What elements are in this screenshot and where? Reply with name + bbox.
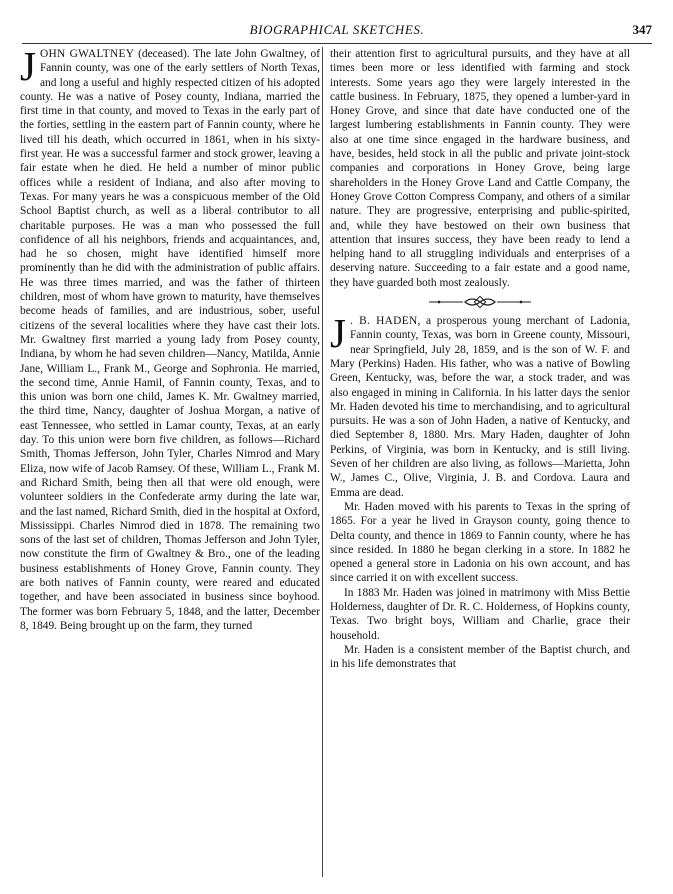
section-ornament <box>330 294 630 308</box>
ornament-flourish-icon <box>425 295 535 309</box>
drop-cap: J <box>330 310 346 357</box>
haden-sketch <box>330 310 630 500</box>
page-header <box>22 22 652 42</box>
paragraph: In 1883 Mr. Haden was joined in matrimony with Miss Bettie Holderness, daughter of Dr. R. C. Holderness, of Hopkins county, Texas. Two bright boys, William and Charlie, grace their household. <box>330 586 630 642</box>
gwaltney-sketch <box>20 43 321 633</box>
column-divider <box>322 47 323 877</box>
subject-name: OHN GWALTNEY <box>39 48 135 60</box>
drop-cap: J <box>20 43 36 89</box>
paragraph-text: (deceased). The late John Gwaltney, of Fannin county, was one of the early settlers of North Texas, and long a useful and highly respected citizen of his adopted county. He was a native of Posey county, Indiana, married the first time in that county, and moved to Texas in the early part of the forties, settling in the eastern part of Fannin county, where he lived till his death, which occurred in 1861, when in his sixty-first year. He was a successful farmer and stock grower, leaving a fair estate when he died. He held a number of minor public offices while a resident of Indiana, and also after moving to Texas. For many years he was a conspicuous member of the Old School Baptist church, as well as a liberal contributor to all charitable purposes. He was a man who possessed the full confidence of all his neighbors, friends and acquaintances, and, had he so chosen, might have identified himself more prominently than he did with the administration of public affairs. He was three times married, and was the father of thirteen children, most of whom have grown to maturity, have themselves become heads of families, and are industrious, sober, useful citizens of the several localities where they have cast their lots. Mr. Gwaltney first married a young lady from Posey county, Indiana, by whom he had seven children—Nancy, Matilda, Annie Jane, William L., Frank M., George and Sophronia. He married, the second time, Annie Hamil, of Fannin county, Texas, and to this union was born one child, James K. Mr. Gwaltney married, the third time, Nancy, daughter of Joshua Morgan, a native of east Tennessee, who settled in Lamar county, Texas, at an early day. To this union were born five children, as follows—Richard Smith, Thomas Jefferson, John Tyler, Charles Nimrod and Mary Eliza, now wife of Jacob Ramsey. Of these, William L., Frank M. and Richard Smith, being then all that were old enough, were volunteer soldiers in the Confederate army during the late war, and the last named, Richard Smith, died in the hospital at Oxford, Mississippi. Charles Nimrod died in 1878. The remaining two sons of the last set of children, Thomas Jefferson and John Tyler, now constitute the firm of Gwaltney & Bro., one of the leading business establishments of Honey Grove, Fannin county. They are both natives of Fannin county, were reared and educated together, and have been associated in business since boyhood. The former was born February 5, 1848, and the latter, December 8, 1849. Being brought up on the farm, they turned <box>20 48 321 632</box>
header-rule <box>22 43 652 44</box>
running-head: BIOGRAPHICAL SKETCHES. <box>249 22 425 37</box>
left-column <box>20 43 321 633</box>
gwaltney-continued: their attention first to agricultural pursuits, and they have at all times been more or less identified with farming and stock interests. Some years ago they were largely interested in the cattle business. In February, 1875, they opened a lumber-yard in Honey Grove, and since that date have conducted one of the largest lumbering establishments in Fannin county. They were also at one time since engaged in the hardware business, and have, besides, held stock in all the public and private joint-stock companies and corporations in Honey Grove, being large shareholders in the Honey Grove Land and Cattle Company, the Honey Grove Cotton Compress Company, and others of a similar nature. They are progressive, enterprising and public-spirited, and, while they have bestowed on their own business that attention that insures success, they have been ready to lend a helping hand to all struggling individuals and enterprises of a deserving nature. Succeeding to a fair estate and a good name, they have guarded both most zealously. <box>330 48 630 289</box>
right-column <box>330 47 630 671</box>
paragraph-text: , a prosperous young merchant of Ladonia, Fannin county, Texas, was born in Greene county, Missouri, near Springfield, July 28, 1859, and is the son of W. F. and Mary (Perkins) Haden. His father, who was a native of Bowling Green, Kentucky, was, before the war, a stock trader, and was also engaged in mining in California. In his latter days the senior Mr. Haden devoted his time to merchandising, and to agricultural pursuits. He was a son of John Haden, a native of Kentucky, and died September 8, 1880. Mrs. Mary Haden, daughter of John Perkins, of Virginia, was born in Kentucky, and is still living. Seven of her children are also living, as follows—Marietta, John W., James C., Olive, Virginia, J. B. and Cordova. Laura and Emma are dead. <box>330 315 630 499</box>
paragraph: Mr. Haden is a consistent member of the Baptist church, and in his life demonstrates that <box>330 643 630 671</box>
page-number: 347 <box>632 22 652 37</box>
paragraph: Mr. Haden moved with his parents to Texas in the spring of 1865. For a year he lived in Grayson county, going thence to Delta county, and thence in 1869 to Fannin county, where he has since resided. In 1880 he began clerking in a store. In 1882 he opened a general store in Ladonia on his own account, and has since carried it on with excellent success. <box>330 500 630 585</box>
subject-name: . B. HADEN <box>349 315 418 328</box>
